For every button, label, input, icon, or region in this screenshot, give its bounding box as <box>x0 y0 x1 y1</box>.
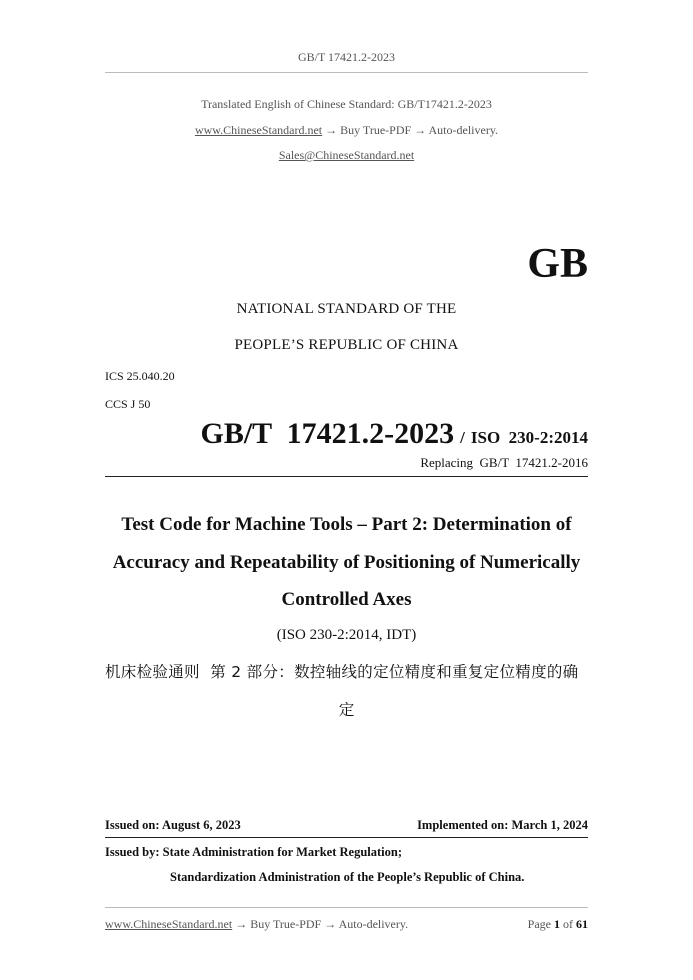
page-label: Page <box>527 917 551 931</box>
purchase-line <box>0 123 693 138</box>
email-line <box>0 148 693 163</box>
ics-code: ICS 25.040.20 <box>105 369 175 383</box>
replacing-note: Replacing GB/T 17421.2-2016 <box>420 455 588 470</box>
issued-by-line2: Standardization Administration of the People’s Republic of China. <box>170 870 525 884</box>
title-line3: Controlled Axes <box>281 589 412 610</box>
sales-email-link[interactable]: Sales@ChineseStandard.net <box>278 148 415 162</box>
gb-number: GB/T 17421.2-2023 <box>200 417 455 450</box>
running-header: GB/T 17421.2-2023 <box>297 50 396 64</box>
header-rule <box>105 72 588 73</box>
purchase-text: → Buy True-PDF → Auto-delivery. <box>322 123 499 137</box>
chinese-title-line1: 机床检验通则 第 2 部分：数控轴线的定位精度和重复定位精度的确 <box>105 663 579 681</box>
issued-by-line1: Issued by: State Administration for Market Regulation; <box>105 845 402 859</box>
title-rule <box>105 476 588 477</box>
iso-equivalence: (ISO 230-2:2014, IDT) <box>276 627 417 643</box>
footer-purchase-line <box>105 917 408 932</box>
iso-number: ISO 230-2:2014 <box>470 428 588 447</box>
implemented-date: Implemented on: March 1, 2024 <box>417 818 588 832</box>
page-indicator <box>528 917 588 932</box>
site-link[interactable]: www.ChineseStandard.net <box>194 123 323 137</box>
national-standard-line2: PEOPLE’S REPUBLIC OF CHINA <box>234 337 459 353</box>
title-line1: Test Code for Machine Tools – Part 2: Determination of <box>121 514 572 535</box>
number-separator: / <box>460 428 465 447</box>
footer-rule <box>105 907 588 908</box>
gb-logo: GB <box>527 241 588 287</box>
chinese-title-line2: 定 <box>338 701 355 719</box>
page-number: 1 <box>554 917 560 931</box>
dates-rule <box>105 837 588 838</box>
issued-date: Issued on: August 6, 2023 <box>105 818 241 832</box>
of-label: of <box>563 917 573 931</box>
footer-purchase-text: → Buy True-PDF → Auto-delivery. <box>232 917 409 931</box>
title-line2: Accuracy and Repeatability of Positioning of Numerically <box>112 552 581 573</box>
footer-site-link[interactable]: www.ChineseStandard.net <box>105 917 233 931</box>
ccs-code: CCS J 50 <box>105 397 151 411</box>
standard-number <box>201 417 589 451</box>
national-standard-line1: NATIONAL STANDARD OF THE <box>236 301 457 317</box>
total-pages: 61 <box>576 917 588 931</box>
translation-notice: Translated English of Chinese Standard: GB/T17421.2-2023 <box>201 97 492 111</box>
